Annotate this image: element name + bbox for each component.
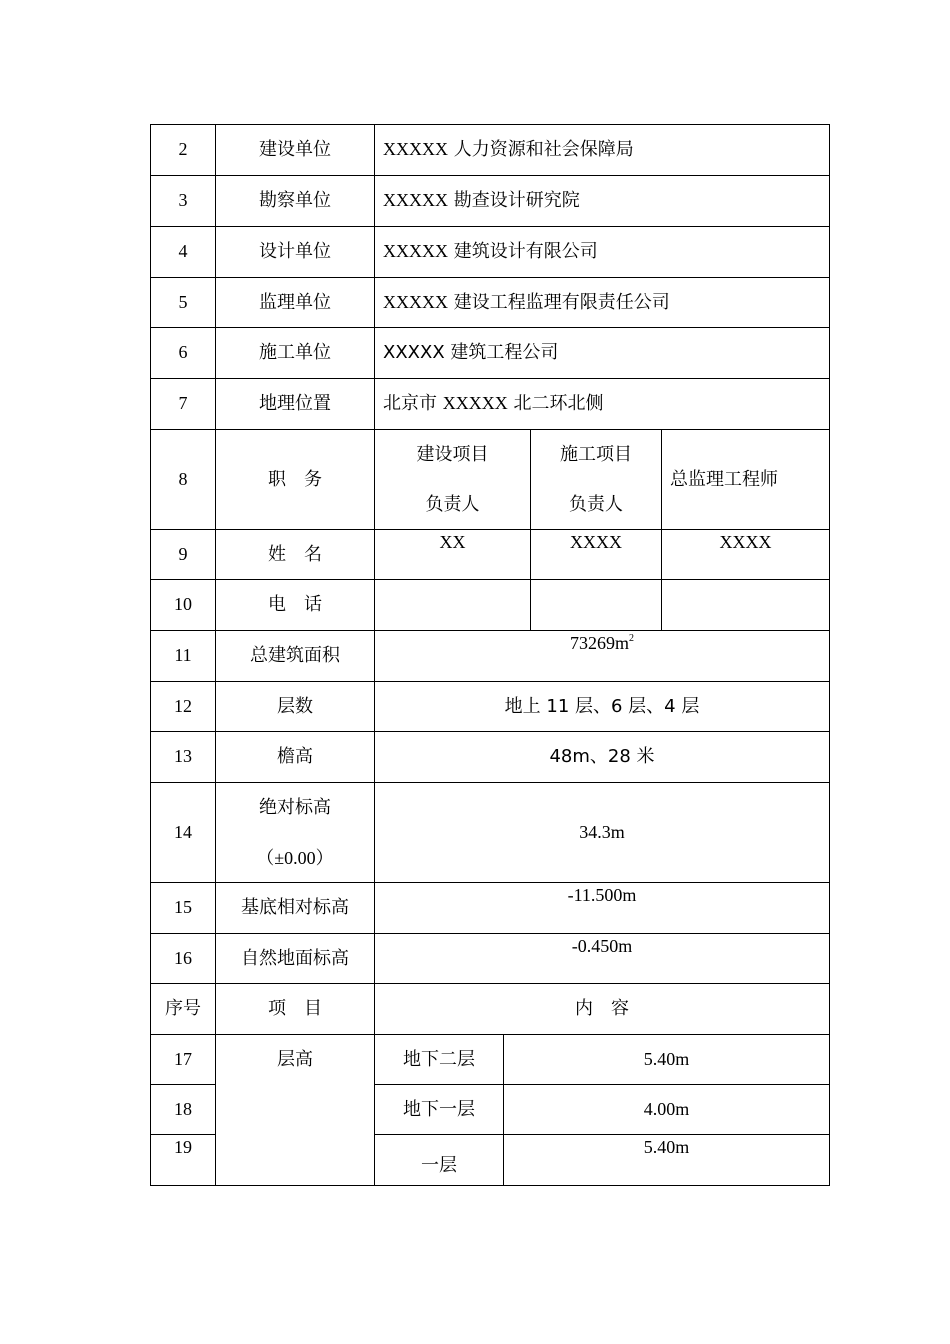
row-3-no: 3 — [150, 175, 216, 227]
header-no: 序号 — [150, 983, 216, 1035]
row-14-item-a: 绝对标高 — [259, 796, 331, 818]
row-8-col2 — [530, 429, 662, 530]
row-6-no: 6 — [150, 327, 216, 379]
row-3-text: 勘查设计研究院 — [453, 190, 580, 212]
row-4-x: XXXXX — [383, 241, 448, 262]
row-7-text: 北二环北侧 — [513, 393, 604, 415]
row-12-item: 层数 — [215, 681, 375, 732]
row-7-pre: 北京市 — [383, 393, 437, 415]
row-8-item: 职 务 — [215, 429, 375, 530]
row-2-value — [374, 124, 830, 176]
project-info-table — [150, 124, 830, 1186]
row-19-value: 5.40m — [503, 1134, 830, 1186]
row-9-item: 姓 名 — [215, 529, 375, 580]
row-11-no: 11 — [150, 630, 216, 682]
row-8-no: 8 — [150, 429, 216, 530]
row-9-col1: XX — [374, 529, 531, 580]
row-5-no: 5 — [150, 277, 216, 328]
header-item: 项 目 — [215, 983, 375, 1035]
row-2-item: 建设单位 — [215, 124, 375, 176]
row-9-col2: XXXX — [530, 529, 662, 580]
row-4-text: 建筑设计有限公司 — [453, 241, 598, 263]
row-8-col1-a: 建设项目 — [416, 443, 489, 465]
row-3-item: 勘察单位 — [215, 175, 375, 227]
row-18-floor: 地下一层 — [374, 1084, 504, 1135]
row-10-item: 电 话 — [215, 579, 375, 631]
row-2-x: XXXXX — [383, 139, 448, 160]
row-4-item: 设计单位 — [215, 226, 375, 278]
row-17-no: 17 — [150, 1034, 216, 1085]
row-14-item — [215, 782, 375, 883]
row-7-value — [374, 378, 830, 430]
row-15-no: 15 — [150, 882, 216, 934]
row-2-no: 2 — [150, 124, 216, 176]
row-13-item: 檐高 — [215, 731, 375, 783]
row-10-no: 10 — [150, 579, 216, 631]
row-9-no: 9 — [150, 529, 216, 580]
row-14-no: 14 — [150, 782, 216, 883]
row-5-text: 建设工程监理有限责任公司 — [453, 291, 670, 313]
row-16-value: -0.450m — [374, 933, 830, 984]
row-5-item: 监理单位 — [215, 277, 375, 328]
row-10-col2 — [530, 579, 662, 631]
row-5-x: XXXXX — [383, 291, 448, 312]
row-11-item: 总建筑面积 — [215, 630, 375, 682]
row-18-no: 18 — [150, 1084, 216, 1135]
row-15-item: 基底相对标高 — [215, 882, 375, 934]
row-10-col3 — [661, 579, 830, 631]
header-content: 内 容 — [374, 983, 830, 1035]
row-18-value: 4.00m — [503, 1084, 830, 1135]
row-14-value: 34.3m — [374, 782, 830, 883]
row-11-value — [374, 630, 830, 682]
row-12-value: 地上 11 层、6 层、4 层 — [374, 681, 830, 732]
row-10-col1 — [374, 579, 531, 631]
row-19-no: 19 — [150, 1134, 216, 1186]
row-2-text: 人力资源和社会保障局 — [453, 139, 634, 161]
area-value: 73269m — [569, 633, 629, 653]
row-8-col2-a: 施工项目 — [560, 443, 632, 465]
row-12-no: 12 — [150, 681, 216, 732]
row-8-col1-b: 负责人 — [425, 493, 480, 515]
row-5-value — [374, 277, 830, 328]
row-16-no: 16 — [150, 933, 216, 984]
row-15-value: -11.500m — [374, 882, 830, 934]
row-17-value: 5.40m — [503, 1034, 830, 1085]
row-6-value: XXXXX 建筑工程公司 — [374, 327, 830, 379]
row-13-no: 13 — [150, 731, 216, 783]
row-7-item: 地理位置 — [215, 378, 375, 430]
row-8-col3: 总监理工程师 — [661, 429, 830, 530]
row-7-no: 7 — [150, 378, 216, 430]
row-9-col3: XXXX — [661, 529, 830, 580]
row-16-item: 自然地面标高 — [215, 933, 375, 984]
row-14-item-b: （±0.00） — [256, 847, 334, 868]
row-8-col1 — [374, 429, 531, 530]
row-4-no: 4 — [150, 226, 216, 278]
row-6-item: 施工单位 — [215, 327, 375, 379]
row-13-value: 48m、28 米 — [374, 731, 830, 783]
row-17-floor: 地下二层 — [374, 1034, 504, 1085]
floor-height-label: 层高 — [215, 1034, 375, 1186]
row-7-x: XXXXX — [442, 393, 508, 414]
row-3-value — [374, 175, 830, 227]
row-8-col2-b: 负责人 — [569, 493, 623, 515]
row-3-x: XXXXX — [383, 190, 448, 211]
area-unit-sup: 2 — [629, 633, 634, 644]
row-19-floor: 一层 — [374, 1134, 504, 1186]
row-4-value — [374, 226, 830, 278]
